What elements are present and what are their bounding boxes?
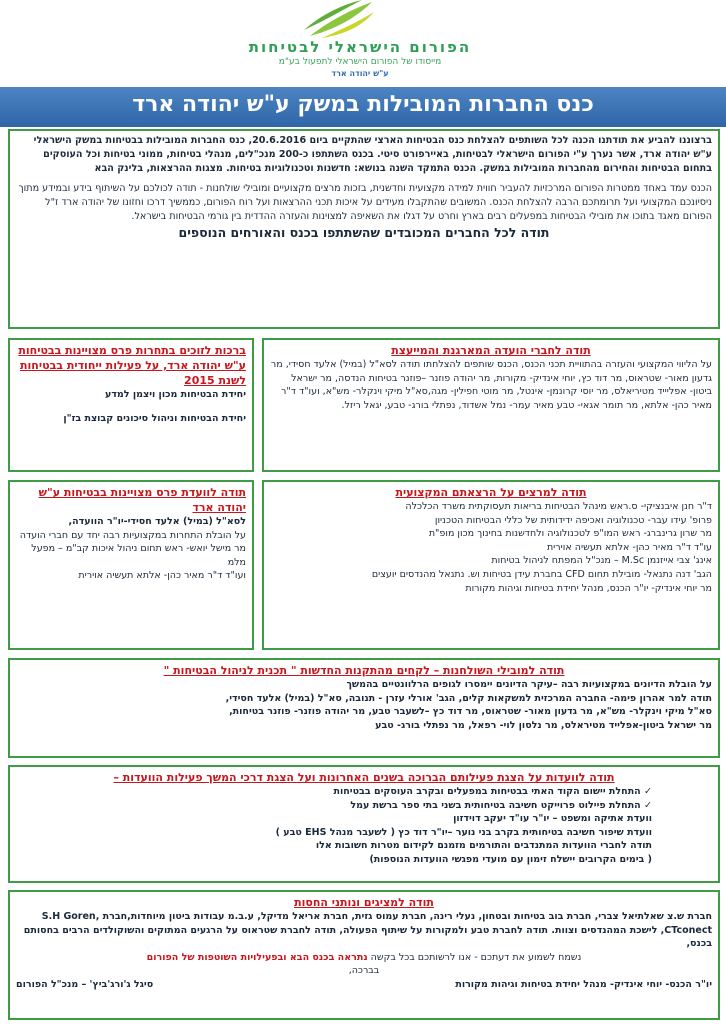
- title-banner: [0, 87, 726, 127]
- lecturer-line: הגב' דנה נתנאל- מובילת תחום CFD בחברת עידן בטיחות וש. נתנאל מהנדסים יועצים: [371, 568, 712, 580]
- checkmark-icon: ✓: [640, 786, 652, 797]
- judges-title: תודה לוועדת פרס מצויינות בבטיחות ע"ש יהודה ארד: [38, 486, 246, 514]
- intro-thanks: תודה לכל החברים המכובדים שהשתתפו בכנס והאורחים הנוספים: [178, 225, 550, 240]
- judges-line: על הובלת התחרות במקצועיות רבה יחד עם חברי הועדה: [19, 529, 246, 541]
- table-leaders-line: תודה למר אהרון פימה- החברה המרכזית למשקאות קלים, הגב' אורלי עזרן - תנובה, סא"ל (במיל) אלעד חסידי,: [225, 692, 712, 704]
- lecturer-line: פרופ' עידו עבר- טכנולוגיה ואכיפה ידידותית של כללי הבטיחות הטכניון: [434, 514, 712, 526]
- committees-title: תודה לוועדות על הצגת פעילותם הברוכה בשנים האחרונות ועל הצגת דרכי המשך פעילות הוועדות –: [113, 771, 615, 784]
- lecturer-line: עו"ד ד"ר מאיר כהן- אלתא תעשיה אוירית: [546, 541, 712, 553]
- committee-line: תודה לחברי הוועדות המתנדבים והתורמים מזמנם לקידום מטרות חשובות אלו: [315, 840, 652, 852]
- logo-subtitle-2: ע"ש יהודה ארד: [331, 69, 389, 78]
- table-leaders-line: סא"ל מיקי וינקלר- מש"א, מר גדעון מאור- שטראוס, מר דוד כץ –לשעבר טבע, מר יהודה פוזנר- פוזנר בטיחות,: [229, 706, 712, 718]
- committee-line: וועדת אתיקה ומשפט – יו"ר עו"ד יעקב דוידזון: [453, 813, 652, 825]
- sponsors-title: תודה למציגים ונותני החסות: [294, 896, 434, 909]
- sponsors-paragraph: חברת ש.צ שאלתיאל צברי, חברת בוב בטיחות ובטחון, נעלי רינה, חברת עמוס גזית, חברת אריאל מדיקל, ע.ב.מ עבודות ביטון מיוחדות,חברת S.H Goren, CTconect, לישכת המהנדסים וצוות. תודה לחברת טבע ולמקורות על שיתוף הפעולה, תודה לחברת שטראוס על הרגעים המתוקים והשוקולדים הרבים בחסותם בכנס,: [23, 911, 712, 950]
- intro-paragraph-2: הכנס עמד באחד ממטרות הפורום המרכזיות להעביר חווית למידה מקצועית וחדשנית, בזכות מרצים מקצועיים ומובילי שולחנות - תודה לכולכם על השיתוף בידע ובמידע מתוך ניסיונכם המקצועי ועל תרומתכם הרבה להצלחת הכנס. המשובים שהתקבלו מעידים על איכות תכני ההרצאות ועל רוח הפורום, כממשיך דרכו וחזונו של יהודה ארד ז"ל הפורום מאגד בתוכו את מובילי הבטיחות במפעלים רבים בארץ וחרט על דגלו את השאיפה למצוינות והעזרה ההדדית בין גורמי הבטיחות בישראל.: [18, 183, 712, 222]
- leaf-logo-icon: [300, 0, 380, 40]
- committee-box: [262, 338, 720, 472]
- committee-title: תודה לחברי הועדה המארגנת והמייעצת: [391, 344, 591, 357]
- committee-line: וועדת שיפור חשיבה בטיחותית בקרב בני נוער –יו"ר דוד כץ ( לשעבר מנהל EHS טבע ): [275, 826, 652, 838]
- table-leaders-box: [8, 658, 720, 758]
- logo-subtitle: מייסודו של הפורום הישראלי לתפעול בע"מ: [278, 57, 442, 67]
- committee-item: ✓ התחלת יישום הקוד האתי בבטיחות במפעלים ובקרב העוסקים בבטיחות: [333, 786, 652, 797]
- table-leaders-line: על הובלת הדיונים במקצועיות רבה –עיקר הדיונים יימסרו לגופים הרלוונטיים בהמשך: [346, 679, 712, 690]
- signature-row: [16, 978, 712, 992]
- checkmark-icon: ✓: [640, 799, 652, 811]
- committee-item: ✓ התחלת פיילוט פרוייקט חשיבה בטיחותית בשני בתי ספר ברשת עמל: [350, 799, 652, 811]
- winners-box: [8, 338, 254, 472]
- judges-line: לסא"ל (במיל) אלעד חסידי-יו"ר הוועדה,: [68, 516, 246, 527]
- judges-box: [8, 480, 254, 650]
- intro-box: [8, 129, 720, 329]
- winners-title: ברכות לזוכים בתחרות פרס מצויינות בבטיחות ע"ש יהודה ארד, על פעילות ייחודית בבטיחות לשנת 2015: [18, 344, 246, 387]
- intro-paragraph-1: ברצוננו להביע את תודתנו הכנה לכל השותפים להצלחת כנס הבטיחות הארצי שהתקיים ביום 20.6.2016, כנס החברות המובילות בבטיחות במשק הישראלי ע"ש יהודה ארד, אשר נערך ע"י הפורום הישראלי לבטיחות, באיירפורט סיטי. בכנס השתתפו כ-200 מנכ"לים, מנהלי בטיחות, ממוני בטיחות וכל העוסקים בתחום הבטיחות והחירום מהחברות המובילות במשק. הכנס התמקד השנה בנושא: חדשנות וטכנולוגיות בטיחות. מצגות ההרצאות, בלינק הבא: [33, 135, 712, 174]
- committee-line: ( בימים הקרובים יישלח זימון עם מועדי מפגשי הוועדות הנוספות): [369, 853, 652, 865]
- lecturers-box: [262, 480, 720, 650]
- signature-ceo: סיגל ג'ורג'ביץ' – מנכ"ל הפורום: [16, 978, 154, 990]
- lecturer-line: מר שרון גרינברג- ראש המו"פ לטכנולוגיה ולחדשנות בחינוך מכון מופ"ת: [428, 528, 712, 540]
- winners-line-2: יחידת הבטיחות וניהול סיכונים קבוצת בז"ן: [63, 412, 246, 424]
- signature-chair: יו"ר הכנס- יוחי אינדיק- מנהל יחידת בטיחות וגיהות מקורות: [455, 978, 712, 990]
- page-title: כנס החברות המובילות במשק ע"ש יהודה ארד: [132, 92, 594, 117]
- judges-line: ועו"ד ד"ר מאיר כהן- אלתא תעשיה אוירית: [78, 570, 246, 582]
- table-leaders-title: תודה למובילי השולחנות – לקחים מהתקנות החדשות " תכנית לניהול הבטיחות ": [163, 664, 565, 677]
- winners-line-1: יחידת הבטיחות מכון ויצמן למדע: [105, 389, 246, 400]
- lecturer-line: ד"ר חנן איבנציקי- ס.ראש מינהל הבטיחות בריאות תעסוקתית משרד הכלכלה: [405, 501, 712, 512]
- committees-box: [8, 765, 720, 883]
- header-logo: [0, 0, 726, 85]
- logo-title: הפורום הישראלי לבטיחות: [248, 38, 472, 56]
- lecturer-line: מר יוחי אינדיק- יו"ר הכנס, מנהל יחידת בטיחות וגיהות מקורות: [465, 582, 712, 594]
- sponsors-regards: בברכה,: [348, 965, 380, 977]
- lecturer-line: אינג' צבי אייזנמן M.Sc – מנכ"ל המפתח לניהול בטיחות: [491, 555, 712, 567]
- committee-body: על הליווי המקצועי והעזרה בהתוויית תכני הכנס, הכנס שותפים להצלחתו תודה לסא"ל (במיל) אלעד חסידי, מר גדעון מאור- שטראוס, מר דוד כץ, יוחי אינדיק- מקורות, מר יהודה פוזנר –פוזנר בטיחות הנדסה, מר ישראל ביטון- אפליייד מטיריאלס, מר יוסי קרונמן- אינטל, מר מוטי חפילין- מגה,סא"ל מיקי וינקלר- מש"א, ועו"ד ד"ר מאיר כהן- אלתא, מר תומר אגאי- טבע מאיר עמר- נמל אשדוד, נפתלי בורג- טבע, יגאל ריזל.: [270, 359, 712, 411]
- sponsors-closing: נשמח לשמוע את דעתכם - אנו לרשותכם בכל בקשה נתראה בכנס הבא ובפעילויות השוטפות של הפורום: [146, 951, 582, 963]
- sponsors-box: [8, 890, 720, 1020]
- judges-line: מר מישל יואש- ראש תחום ניהול איכות קב"מ – מפעל מלמ: [31, 543, 246, 568]
- lecturers-title: תודה למרצים על הרצאתם המקצועית: [395, 486, 587, 499]
- table-leaders-line: מר ישראל ביטון-אפלייד מטיראלס, מר נלסון לוי- רפאל, מר נפתלי בורג- טבע: [375, 719, 712, 731]
